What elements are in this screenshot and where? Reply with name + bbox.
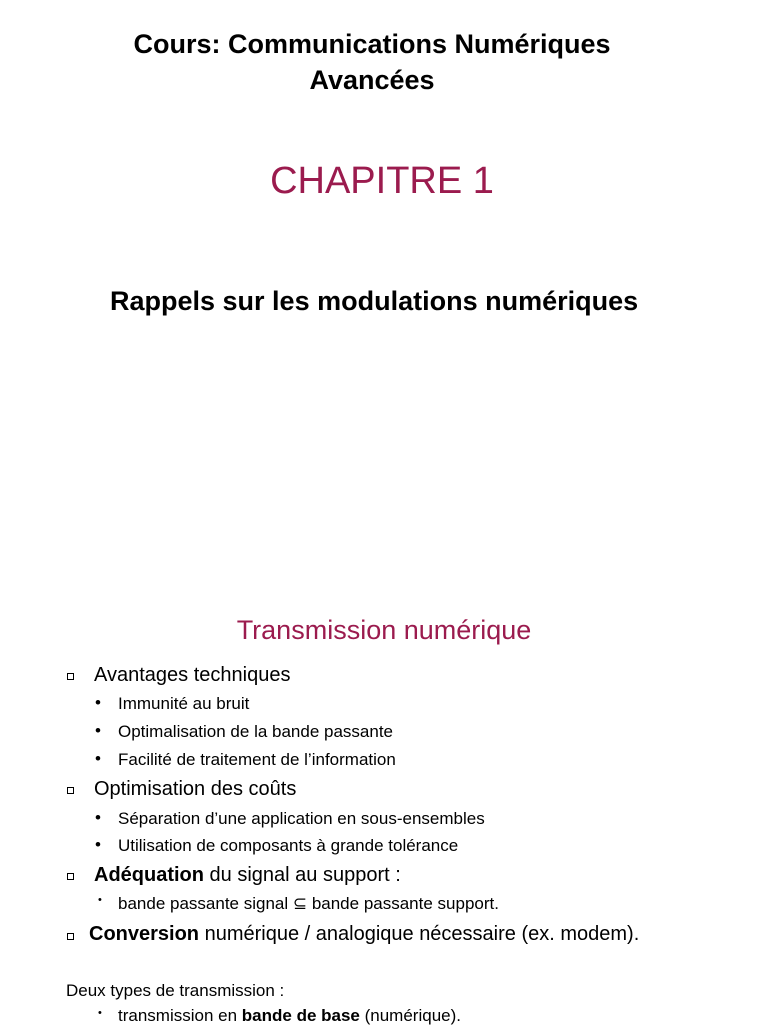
couts-item-text: -ensembles	[396, 809, 485, 828]
types-intro: Deux types de transmission :	[66, 981, 285, 1000]
chapter-subtitle: Rappels sur les modulations numériques	[110, 286, 639, 316]
checkbox-bullet-icon	[67, 873, 74, 880]
avantage-item-text: Facilité de traitement de	[118, 750, 305, 769]
avantages-label: Avantages techniques	[94, 664, 291, 686]
types-item-prefix: transmission en	[118, 1006, 242, 1025]
bullet-icon: •	[95, 749, 101, 768]
course-title-line2: Avancées	[309, 65, 435, 95]
course-title	[0, 26, 744, 98]
types-item-bold: bande de base	[241, 1006, 360, 1025]
course-title-line1: Cours: Communications Numériques	[133, 29, 611, 59]
small-bullet-icon: •	[98, 1007, 102, 1019]
small-bullet-icon: •	[98, 894, 102, 906]
checkbox-bullet-icon	[67, 787, 74, 794]
bullet-icon: •	[95, 693, 101, 712]
conversion-bold: Conversion	[89, 923, 200, 945]
bullet-icon: •	[95, 721, 101, 740]
adequation-item: bande passante signal ⊆ bande passante support.	[118, 894, 499, 913]
section-title: Transmission numérique	[236, 615, 532, 645]
avantage-item-emphasis: l’information	[304, 750, 396, 769]
avantage-item: Optimalisation de la bande passante	[118, 722, 394, 741]
bullet-icon: •	[95, 835, 101, 854]
conversion-label	[89, 921, 639, 947]
checkbox-bullet-icon	[67, 933, 74, 940]
adequation-bold: Adéquation	[94, 864, 204, 886]
types-item-suffix: (numérique).	[359, 1006, 461, 1025]
avantage-item	[118, 749, 396, 771]
avantage-item: Immunité au bruit	[118, 694, 250, 713]
adequation-text: du signal au support :	[204, 864, 401, 886]
adequation-label	[94, 862, 401, 888]
conversion-text: numérique / analogique nécessaire (ex. modem).	[199, 923, 640, 945]
couts-item-emphasis: Séparation d’une application en sous	[118, 809, 397, 828]
checkbox-bullet-icon	[67, 673, 74, 680]
couts-label: Optimisation des coûts	[94, 778, 297, 800]
couts-item	[118, 808, 485, 830]
couts-item: Utilisation de composants à grande tolérance	[118, 836, 459, 855]
chapter-heading: CHAPITRE 1	[270, 160, 494, 202]
bullet-icon: •	[95, 808, 101, 827]
